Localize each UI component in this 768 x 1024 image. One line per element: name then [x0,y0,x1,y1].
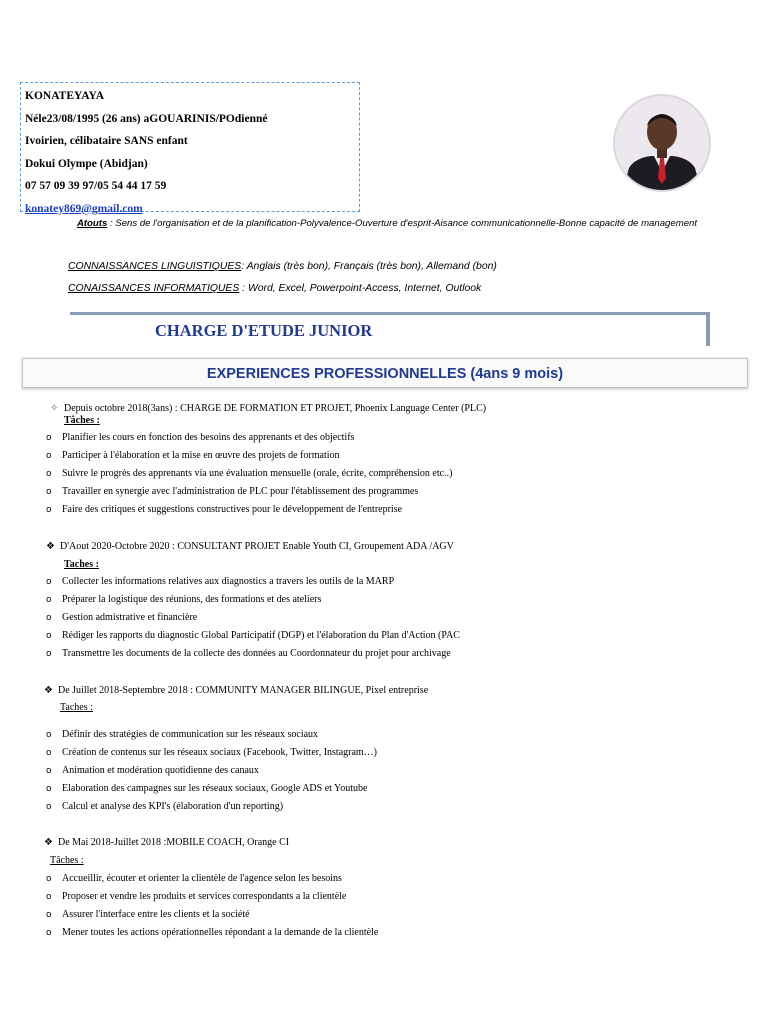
task-item: o Définir des stratégies de communication sur les réseaux sociaux [46,729,319,740]
task-item: o Faire des critiques et suggestions constructives pour le développement de l'entreprise [46,504,403,515]
task-item: o Planifier les cours en fonction des besoins des apprenants et des objectifs [46,432,355,443]
diamond-bullet-icon: ❖ [44,837,53,848]
computer-skills-label: CONAISSANCES INFORMATIQUES [68,283,240,294]
circle-bullet-icon: o [46,802,52,812]
task-item: o Accueillir, écouter et orienter la clientèle de l'agence selon les besoins [46,873,342,884]
task-item: o Création de contenus sur les réseaux sociaux (Facebook, Twitter, Instagram…) [46,747,378,758]
task-item: o Rédiger les rapports du diagnostic Global Participatif (DGP) et l'élaboration du Plan d'Action (PAC [46,630,460,641]
circle-bullet-icon: o [46,451,52,461]
diamond-bullet-icon: ❖ [46,541,55,552]
circle-bullet-icon: o [46,433,52,443]
circle-bullet-icon: o [46,766,52,776]
circle-bullet-icon: o [46,928,52,938]
task-item: o Préparer la logistique des réunions, des formations et des ateliers [46,594,322,605]
circle-bullet-icon: o [46,748,52,758]
circle-bullet-icon: o [46,730,52,740]
languages-label: CONNAISSANCES LINGUISTIQUES [68,261,242,272]
atouts-text: : Sens de l'organisation et de la planification-Polyvalence-Ouverture d'esprit-Aisance communicationnelle-Bonne capacité de management [107,218,698,229]
experience-header: ✧ Depuis octobre 2018(3ans) : CHARGE DE FORMATION ET PROJET, Phoenix Language Center (PLC) [50,403,487,414]
job-title: CHARGE D'ETUDE JUNIOR [155,321,373,340]
experience-header: ❖ De Mai 2018-Juillet 2018 :MOBILE COACH, Orange CI [44,837,290,848]
diamond-bullet-icon: ✧ [50,403,59,414]
experience-heading-box [22,358,748,388]
circle-bullet-icon: o [46,469,52,479]
circle-bullet-icon: o [46,505,52,515]
languages-text: : Anglais (très bon), Français (très bon), Allemand (bon) [241,261,497,272]
task-item: o Travailler en synergie avec l'administration de PLC pour l'établissement des programmes [46,486,419,497]
phone-numbers: 07 57 09 39 97/05 54 44 17 59 [25,180,167,192]
experience-header: ❖ De Juillet 2018-Septembre 2018 : COMMUNITY MANAGER BILINGUE, Pixel entreprise [44,685,429,696]
task-item: o Collecter les informations relatives aux diagnostics a travers les outils de la MARP [46,576,395,587]
person-portrait-icon [615,96,709,190]
tasks-label: Taches : [64,559,99,570]
contact-block [20,82,360,215]
task-item: o Mener toutes les actions opérationnelles répondant a la demande de la clientèle [46,927,379,938]
circle-bullet-icon: o [46,631,52,641]
computer-skills-text: : Word, Excel, Powerpoint-Access, Internet, Outlook [239,283,482,294]
languages-line [68,261,497,272]
task-item: o Participer à l'élaboration et la mise en œuvre des projets de formation [46,450,340,461]
task-item: o Assurer l'interface entre les clients et la société [46,909,250,920]
circle-bullet-icon: o [46,577,52,587]
address: Dokui Olympe (Abidjan) [25,157,148,170]
task-item: o Elaboration des campagnes sur les réseaux sociaux, Google ADS et Youtube [46,783,368,794]
task-item: o Animation et modération quotidienne des canaux [46,765,259,776]
diamond-bullet-icon: ❖ [44,685,53,696]
circle-bullet-icon: o [46,649,52,659]
civil-status: Ivoirien, célibataire SANS enfant [25,135,188,147]
task-item: o Transmettre les documents de la collecte des données au Coordonnateur du projet pour archivage [46,648,451,659]
candidate-name: KONATEYAYA [25,90,105,102]
task-item: o Gestion admistrative et financière [46,612,198,623]
circle-bullet-icon: o [46,910,52,920]
circle-bullet-icon: o [46,613,52,623]
circle-bullet-icon: o [46,892,52,902]
tasks-label: Taches : [60,702,93,713]
tasks-label: Tâches : [64,415,100,426]
circle-bullet-icon: o [46,487,52,497]
experience-header: ❖ D'Aout 2020-Octobre 2020 : CONSULTANT PROJET Enable Youth CI, Groupement ADA /AGV [46,541,454,552]
email-link[interactable]: konatey869@gmail.com [25,202,143,215]
task-item: o Suivre le progrès des apprenants via une évaluation mensuelle (orale, écrite, compréhension etc..) [46,468,453,479]
computer-skills-line [68,283,481,294]
circle-bullet-icon: o [46,784,52,794]
birth-info: Néle23/08/1995 (26 ans) aGOUARINIS/POdienné [25,112,268,125]
atouts-paragraph [62,218,712,230]
experience-heading: EXPERIENCES PROFESSIONNELLES (4ans 9 mois) [206,366,564,382]
profile-photo [615,96,709,190]
job-title-box [70,312,710,346]
tasks-label: Tâches : [50,855,84,866]
task-item: o Proposer et vendre les produits et services correspondants a la clientèle [46,891,347,902]
circle-bullet-icon: o [46,595,52,605]
atouts-label: Atouts [76,218,108,229]
circle-bullet-icon: o [46,874,52,884]
task-item: o Calcul et analyse des KPI's (élaboration d'un reporting) [46,801,284,812]
